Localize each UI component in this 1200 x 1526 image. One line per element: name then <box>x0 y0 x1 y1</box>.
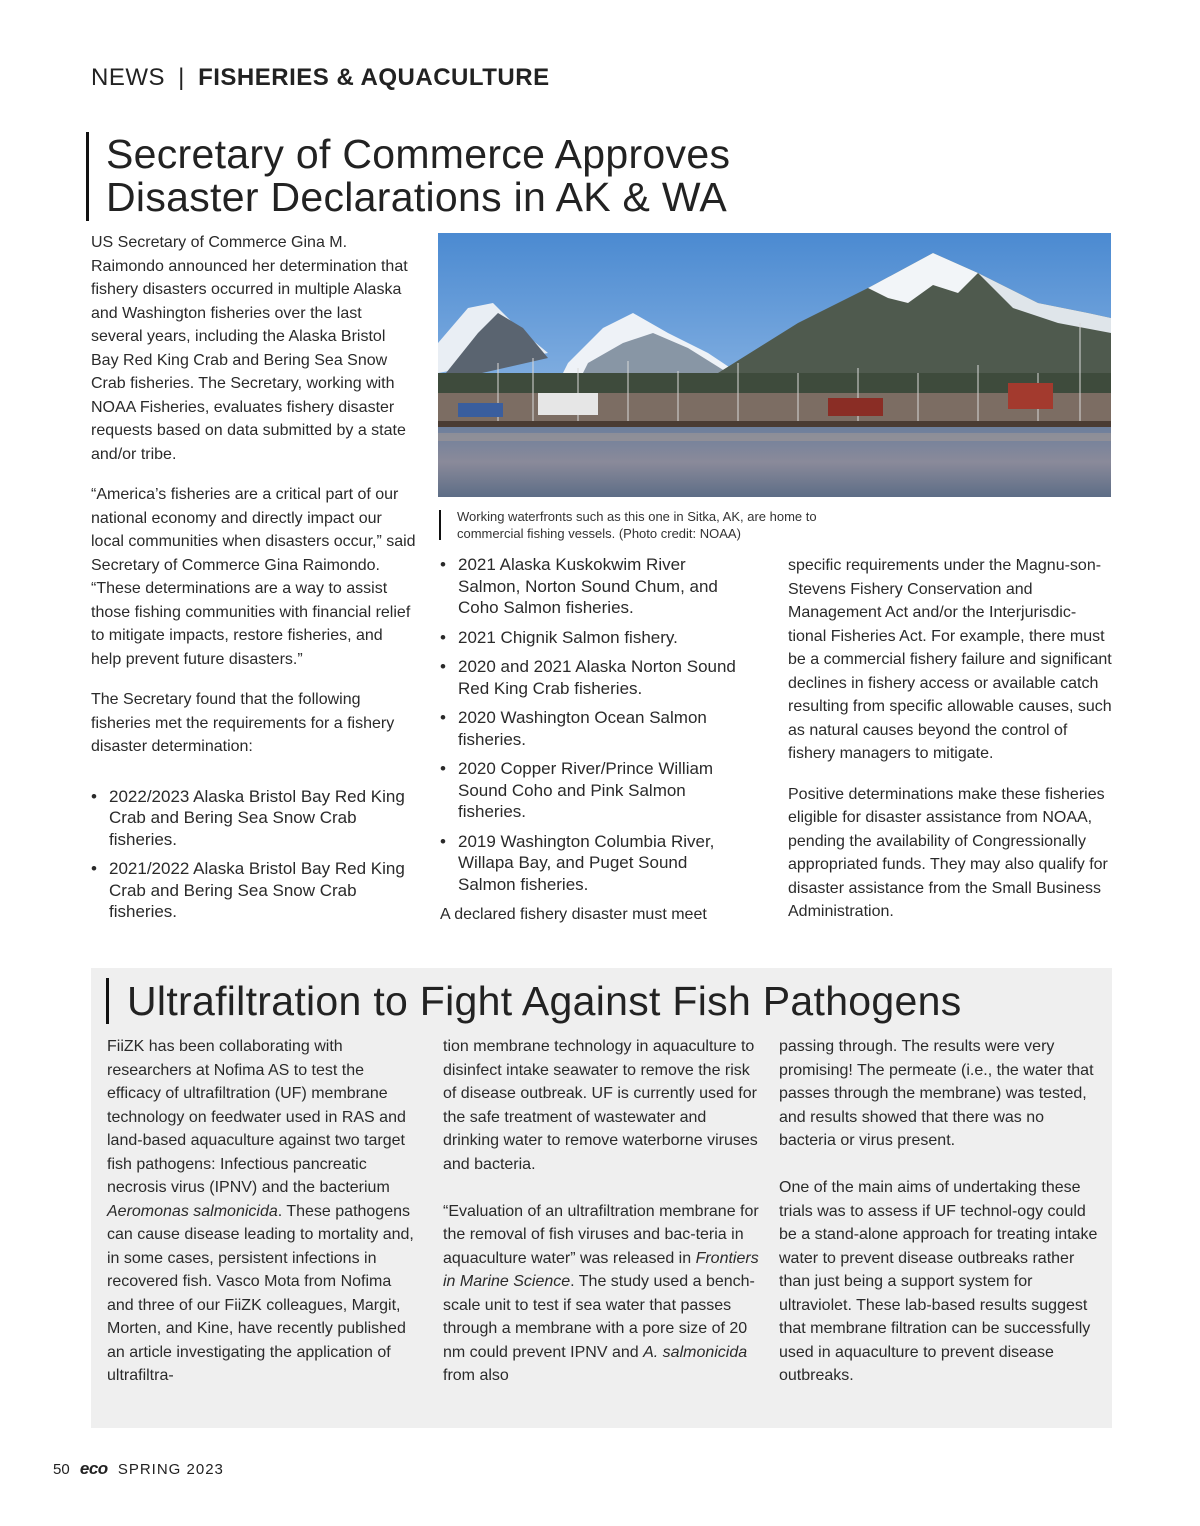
list-item: • 2021 Alaska Kuskokwim River Salmon, Norton Sound Chum, and Coho Salmon fisheries. <box>440 555 718 617</box>
list-item: • 2022/2023 Alaska Bristol Bay Red King Crab and Bering Sea Snow Crab fisheries. <box>91 786 405 849</box>
article1-paragraph: specific requirements under the Magnu-son-Stevens Fishery Conservation and Management Act and/or the Interjurisdic-tional Fisheries Act. For example, there must be a commercial fishery failure and significant declines in fishery access or available catch resulting from specific allowable causes, such as natural causes beyond the control of fishery managers to mitigate. <box>788 557 1112 762</box>
list-item: • 2020 and 2021 Alaska Norton Sound Red King Crab fisheries. <box>440 657 736 698</box>
title-accent-bar <box>106 978 109 1024</box>
article1-title-line2: Disaster Declarations in AK & WA <box>106 174 728 220</box>
article1-title <box>106 133 730 219</box>
eco-logo: eco <box>79 1459 108 1478</box>
article2-title: Ultrafiltration to Fight Against Fish Pathogens <box>127 978 962 1024</box>
article2-column3 <box>779 1035 1099 1388</box>
article1-paragraph: “America’s fisheries are a critical part of our national economy and directly impact our local communities when disasters occur,” said Secretary of Commerce Gina Raimondo. “These determinations are a way to assist those fishing communities with financial relief to mitigate impacts, restore fisheries, and help prevent future disasters.” <box>91 486 416 668</box>
list-item: • 2020 Washington Ocean Salmon fisheries. <box>440 708 707 749</box>
article2-column2 <box>443 1035 759 1388</box>
article1-column1 <box>91 231 416 931</box>
page-number: 50 <box>53 1461 70 1478</box>
article1-paragraph: Positive determinations make these fisheries eligible for disaster assistance from NOAA, pending the availability of Congressionally appropriated funds. They may also qualify for disaster assistance from the Small Business Administration. <box>788 785 1108 920</box>
caption-accent-bar <box>439 510 441 540</box>
section-separator: | <box>178 64 185 91</box>
article1-column3 <box>788 554 1114 924</box>
issue-label: SPRING 2023 <box>117 1461 224 1478</box>
harbor-photo <box>438 233 1111 497</box>
article1-title-line1: Secretary of Commerce Approves <box>106 131 731 177</box>
list-item: • 2019 Washington Columbia River, Willapa Bay, and Puget Sound Salmon fisheries. <box>440 831 715 894</box>
article2-paragraph: passing through. The results were very promising! The permeate (i.e., the water that passes through the membrane) was tested, and results showed that there was no bacteria or virus present. <box>779 1038 1094 1149</box>
list-item: • 2021/2022 Alaska Bristol Bay Red King Crab and Bering Sea Snow Crab fisheries. <box>91 859 405 921</box>
sitka-harbor-image <box>438 233 1111 497</box>
article1-paragraph: The Secretary found that the following fisheries met the requirements for a fishery disaster determination: <box>91 691 395 755</box>
list-item: • 2020 Copper River/Prince William Sound Coho and Pink Salmon fisheries. <box>440 759 714 821</box>
disaster-list <box>91 786 416 923</box>
category-name: FISHERIES & AQUACULTURE <box>198 64 550 91</box>
section-label <box>91 64 550 92</box>
title-accent-bar <box>86 132 89 221</box>
article2-paragraph: One of the main aims of undertaking these trials was to assess if UF technol-ogy could be a stand-alone approach for treating intake water to prevent disease outbreaks rather than just being a support system for ultraviolet. These lab-based results suggest that membrane filtration can be successfully used in aquaculture to prevent disease outbreaks. <box>779 1179 1098 1384</box>
article2-paragraph: “Evaluation of an ultrafiltration membrane for the removal of fish viruses and bac-teria in aquaculture water” was released in Frontiers in Marine Science. The study used a bench-scale unit to test if sea water that passes through a membrane with a pore size of 20 nm could prevent IPNV and A. salmonicida from also <box>443 1202 759 1384</box>
article2-column1 <box>107 1035 419 1388</box>
disaster-list <box>440 554 748 895</box>
section-name: NEWS <box>91 64 165 91</box>
photo-caption: Working waterfronts such as this one in Sitka, AK, are home to commercial fishing vessels. (Photo credit: NOAA) <box>457 509 817 541</box>
list-item: • 2021 Chignik Salmon fishery. <box>440 627 678 647</box>
page-footer <box>53 1459 224 1479</box>
article1-column2 <box>440 554 748 927</box>
article1-paragraph: US Secretary of Commerce Gina M. Raimondo announced her determination that fishery disasters occurred in multiple Alaska and Washington fisheries over the last several years, including the Alaska Bristol Bay Red King Crab and Bering Sea Snow Crab fisheries. The Secretary, working with NOAA Fisheries, evaluates fishery disaster requests based on data submitted by a state and/or tribe. <box>91 234 408 463</box>
article1-paragraph: A declared fishery disaster must meet <box>440 906 707 923</box>
article2-paragraph: FiiZK has been collaborating with researchers at Nofima AS to test the efficacy of ultrafiltration (UF) membrane technology on feedwater used in RAS and land-based aquaculture against two target fish pathogens: Infectious pancreatic necrosis virus (IPNV) and the bacterium Aeromonas salmonicida. These pathogens can cause disease leading to mortality and, in some cases, persistent infections in recovered fish. Vasco Mota from Nofima and three of our FiiZK colleagues, Margit, Morten, and Kine, have recently published an article investigating the application of ultrafiltra- <box>107 1038 414 1384</box>
article2-paragraph: tion membrane technology in aquaculture to disinfect intake seawater to remove the risk of disease outbreak. UF is currently used for the safe treatment of wastewater and drinking water to remove waterborne viruses and bacteria. <box>443 1038 758 1173</box>
